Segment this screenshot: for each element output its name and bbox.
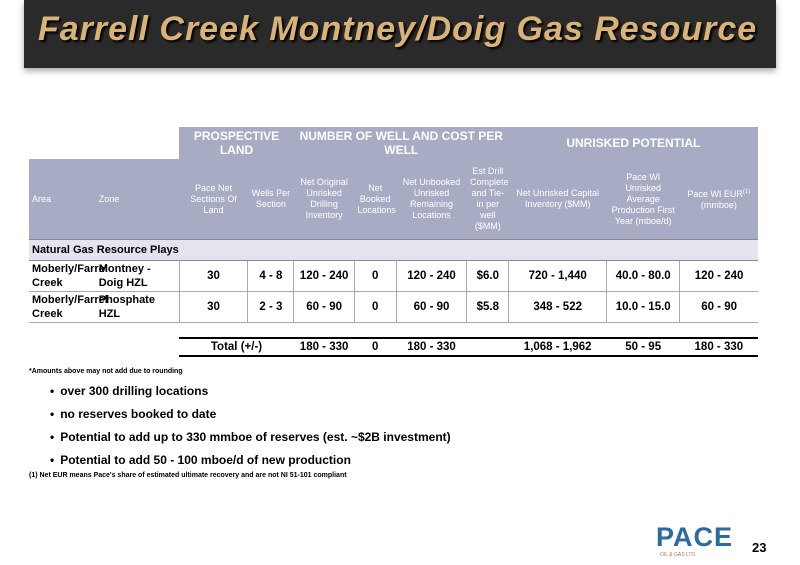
cell-wells: 2 - 3 — [248, 292, 294, 323]
cell-cost: $6.0 — [467, 261, 509, 292]
cell-wells: 4 - 8 — [248, 261, 294, 292]
col-header-booked: Net Booked Locations — [354, 159, 396, 240]
bullet-list — [50, 380, 451, 472]
section-label: Natural Gas Resource Plays — [29, 240, 758, 261]
total-original: 180 - 330 — [294, 338, 354, 356]
col-header-original: Net Original Unrisked Drilling Inventory — [294, 159, 354, 240]
col-header-capital: Net Unrisked Capital Inventory ($MM) — [509, 159, 607, 240]
cell-area: Moberly/Farrel Creek — [29, 261, 96, 292]
cell-area: Moberly/Farrel Creek — [29, 292, 96, 323]
cell-booked: 0 — [354, 292, 396, 323]
logo-text: PACE — [656, 522, 734, 552]
logo-subtext: OIL & GAS LTD. — [660, 552, 697, 558]
section-row — [29, 240, 758, 261]
col-header-eur: Pace WI EUR$^{(1)}$ (mmboe) — [680, 159, 758, 240]
total-eur: 180 - 330 — [680, 338, 758, 356]
resource-table — [29, 127, 758, 357]
cell-capital: 720 - 1,440 — [509, 261, 607, 292]
pace-logo — [656, 522, 734, 558]
col-header-area: Area — [29, 159, 96, 240]
cell-production: 10.0 - 15.0 — [607, 292, 680, 323]
eur-footnote: (1) Net EUR means Pace's share of estimated ultimate recovery and are not NI 51-101 compliant — [29, 472, 347, 479]
page-title: Farrell Creek Montney/Doig Gas Resource — [38, 10, 758, 48]
col-header-wells: Wells Per Section — [248, 159, 294, 240]
cell-zone: Montney - Doig HZL — [96, 261, 179, 292]
total-unbooked: 180 - 330 — [396, 338, 467, 356]
table-row — [29, 261, 758, 292]
group-header-wells: NUMBER OF WELL AND COST PER WELL — [294, 127, 509, 159]
cell-unbooked: 120 - 240 — [396, 261, 467, 292]
bullet-item: • no reserves booked to date — [50, 403, 451, 426]
total-label: Total (+/-) — [179, 338, 294, 356]
total-capital: 1,068 - 1,962 — [509, 338, 607, 356]
cell-sections: 30 — [179, 292, 248, 323]
cell-original: 120 - 240 — [294, 261, 354, 292]
cell-booked: 0 — [354, 261, 396, 292]
title-banner — [24, 0, 776, 68]
group-header-row — [29, 127, 758, 159]
cell-zone: Phosphate HZL — [96, 292, 179, 323]
cell-capital: 348 - 522 — [509, 292, 607, 323]
cell-cost: $5.8 — [467, 292, 509, 323]
page-number: 23 — [752, 540, 767, 555]
cell-original: 60 - 90 — [294, 292, 354, 323]
rounding-footnote: *Amounts above may not add due to rounding — [29, 368, 183, 375]
bullet-item: • Potential to add up to 330 mmboe of reserves (est. ~$2B investment) — [50, 426, 451, 449]
cell-sections: 30 — [179, 261, 248, 292]
cell-eur: 60 - 90 — [680, 292, 758, 323]
column-header-row — [29, 159, 758, 240]
col-header-production: Pace WI Unrisked Average Production First Year (mboe/d) — [607, 159, 680, 240]
total-row — [29, 338, 758, 356]
col-header-sections: Pace Net Sections Of Land — [179, 159, 248, 240]
bullet-item: • over 300 drilling locations — [50, 380, 451, 403]
total-production: 50 - 95 — [607, 338, 680, 356]
total-booked: 0 — [354, 338, 396, 356]
col-header-cost: Est Drill Complete and Tie-in per well ($MM) — [467, 159, 509, 240]
col-header-zone: Zone — [96, 159, 179, 240]
cell-unbooked: 60 - 90 — [396, 292, 467, 323]
bullet-item: • Potential to add 50 - 100 mboe/d of new production — [50, 449, 451, 472]
col-header-unbooked: Net Unbooked Unrisked Remaining Locations — [396, 159, 467, 240]
cell-eur: 120 - 240 — [680, 261, 758, 292]
group-header-potential: UNRISKED POTENTIAL — [509, 127, 758, 159]
table-row — [29, 292, 758, 323]
cell-production: 40.0 - 80.0 — [607, 261, 680, 292]
group-header-land: PROSPECTIVE LAND — [179, 127, 294, 159]
